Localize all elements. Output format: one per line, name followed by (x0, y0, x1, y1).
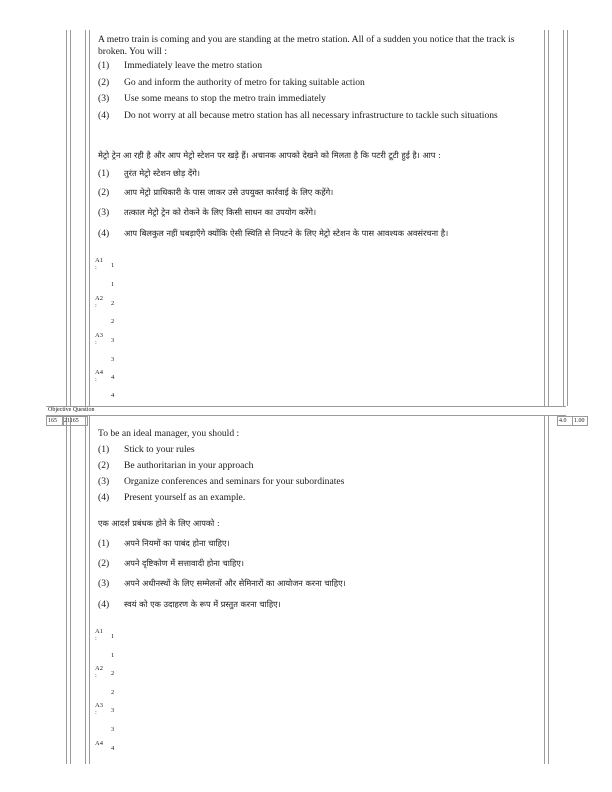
question-serial: 165 (46, 416, 64, 426)
grid-line-right-1 (544, 30, 545, 406)
q164-hindi-option-3 (98, 207, 543, 218)
option-number: (2) (98, 460, 110, 471)
row-divider (46, 406, 566, 407)
option-text: आप बिलकुल नहीं घबड़ाएँगे क्योंकि ऐसी स्थिति से निपटने के लिए मेट्रो स्टेशन के पास आवश्यक अवसंरचना है। (124, 228, 449, 238)
option-text: Use some means to stop the metro train immediately (124, 93, 326, 104)
grid-line-left-3 (85, 30, 86, 406)
option-number: (1) (98, 444, 110, 455)
option-text: अपने अधीनस्थों के लिए सम्मेलनों और सेमिनारों का आयोजन करना चाहिए। (124, 578, 346, 588)
option-number: (1) (98, 168, 110, 179)
q164-hindi-option-2 (98, 187, 543, 198)
answer-colon: : (95, 339, 97, 346)
answer-sub: 2 (111, 318, 115, 325)
answer-label-a4: A4 (95, 369, 103, 376)
answer-value[interactable]: 1 (111, 262, 115, 269)
answer-value[interactable]: 2 (111, 300, 115, 307)
answer-label-a3: A3 (95, 702, 103, 709)
question-negative-marks: 1.00 (572, 416, 588, 426)
grid-line-lower-2 (70, 416, 71, 764)
answer-value[interactable]: 2 (111, 670, 115, 677)
option-text: अपने नियमों का पाबंद होना चाहिए। (124, 538, 230, 548)
answer-value[interactable]: 1 (111, 633, 115, 640)
option-text: Do not worry at all because metro station has all necessary infrastructure to tackle such situations (124, 110, 498, 121)
option-number: (4) (98, 492, 110, 503)
answer-colon: : (95, 264, 97, 271)
answer-value[interactable]: 3 (111, 337, 115, 344)
answer-label-a4: A4 (95, 740, 103, 747)
answer-colon: : (95, 709, 97, 716)
q165-hindi-option-4 (98, 599, 543, 610)
q164-option-3 (98, 93, 538, 105)
q164-option-1 (98, 60, 538, 72)
answer-sub: 2 (111, 689, 115, 696)
q164-option-2 (98, 77, 538, 89)
option-number: (3) (98, 93, 110, 104)
grid-line-right-3 (563, 30, 564, 406)
question-id: 21165 (62, 416, 88, 426)
option-number: (3) (98, 578, 110, 589)
question-164-hindi: मेट्रो ट्रेन आ रही है और आप मेट्रो स्टेशन पर खड़े हैं। अचानक आपको देखने को मिलता है कि पटरी टूटी हुई है। आप : (98, 150, 441, 160)
answer-value[interactable]: 3 (111, 707, 115, 714)
option-number: (2) (98, 558, 110, 569)
answer-colon: : (95, 302, 97, 309)
answer-label-a2: A2 (95, 665, 103, 672)
option-text: आप मेट्रो प्राधिकारी के पास जाकर उसे उपयुक्त कार्रवाई के लिए कहेंगे। (124, 187, 334, 197)
grid-line-left-outer (66, 30, 67, 406)
grid-line-lower-3 (85, 416, 86, 764)
q165-hindi-option-2 (98, 558, 543, 569)
option-number: (2) (98, 77, 110, 88)
answer-label-a3: A3 (95, 332, 103, 339)
q164-option-4 (98, 110, 538, 122)
option-number: (3) (98, 207, 110, 218)
option-number: (1) (98, 538, 110, 549)
grid-line-lower-4 (89, 416, 90, 764)
option-text: तत्काल मेट्रो ट्रेन को रोकने के लिए किसी साधन का उपयोग करेंगे। (124, 207, 317, 217)
section-label: Objective Question (48, 407, 95, 413)
answer-label-a1: A1 (95, 628, 103, 635)
q165-hindi-option-1 (98, 538, 543, 549)
answer-colon: : (95, 635, 97, 642)
option-text: Stick to your rules (124, 444, 195, 455)
grid-line-left-4 (89, 30, 90, 406)
grid-line-left-inner (70, 30, 71, 406)
option-number: (2) (98, 187, 110, 198)
answer-sub: 1 (111, 281, 115, 288)
grid-line-lower-1 (66, 416, 67, 764)
q164-hindi-option-1 (98, 168, 543, 179)
option-text: Present yourself as an example. (124, 492, 246, 503)
answer-sub: 4 (111, 392, 115, 399)
answer-label-a2: A2 (95, 295, 103, 302)
answer-label-a1: A1 (95, 257, 103, 264)
question-164-text: A metro train is coming and you are standing at the metro station. All of a sudden you notice that the track is broken. You will : (98, 34, 515, 57)
grid-line-lower-6 (548, 416, 549, 764)
row-divider-2 (46, 415, 566, 416)
answer-colon: : (95, 672, 97, 679)
q165-option-4 (98, 492, 538, 504)
question-165-text: To be an ideal manager, you should : (98, 428, 240, 439)
option-text: Go and inform the authority of metro for taking suitable action (124, 77, 365, 88)
q165-hindi-option-3 (98, 578, 543, 589)
option-text: अपने दृष्टिकोण में सत्तावादी होना चाहिए। (124, 558, 244, 568)
q165-option-2 (98, 460, 538, 472)
option-text: स्वयं को एक उदाहरण के रूप में प्रस्तुत करना चाहिए। (124, 599, 281, 609)
q165-option-1 (98, 444, 538, 456)
option-number: (4) (98, 228, 110, 239)
answer-sub: 3 (111, 356, 115, 363)
answer-sub: 3 (111, 726, 115, 733)
grid-line-lower-5 (544, 416, 545, 764)
option-text: Be authoritarian in your approach (124, 460, 254, 471)
answer-sub: 1 (111, 652, 115, 659)
q165-option-3 (98, 476, 538, 488)
answer-colon: : (95, 376, 97, 383)
option-text: Organize conferences and seminars for your subordinates (124, 476, 345, 487)
option-text: Immediately leave the metro station (124, 60, 262, 71)
option-text: तुरंत मेट्रो स्टेशन छोड़ देंगे। (124, 168, 200, 178)
q164-hindi-option-4 (98, 228, 543, 239)
grid-line-right-2 (548, 30, 549, 406)
question-165-hindi: एक आदर्श प्रबंधक होने के लिए आपको : (98, 518, 220, 528)
option-number: (4) (98, 599, 110, 610)
question-marks: 4.0 (557, 416, 573, 426)
option-number: (1) (98, 60, 110, 71)
grid-line-right-4 (567, 30, 568, 406)
option-number: (3) (98, 476, 110, 487)
option-number: (4) (98, 110, 110, 121)
answer-value[interactable]: 4 (111, 745, 115, 752)
answer-value[interactable]: 4 (111, 374, 115, 381)
